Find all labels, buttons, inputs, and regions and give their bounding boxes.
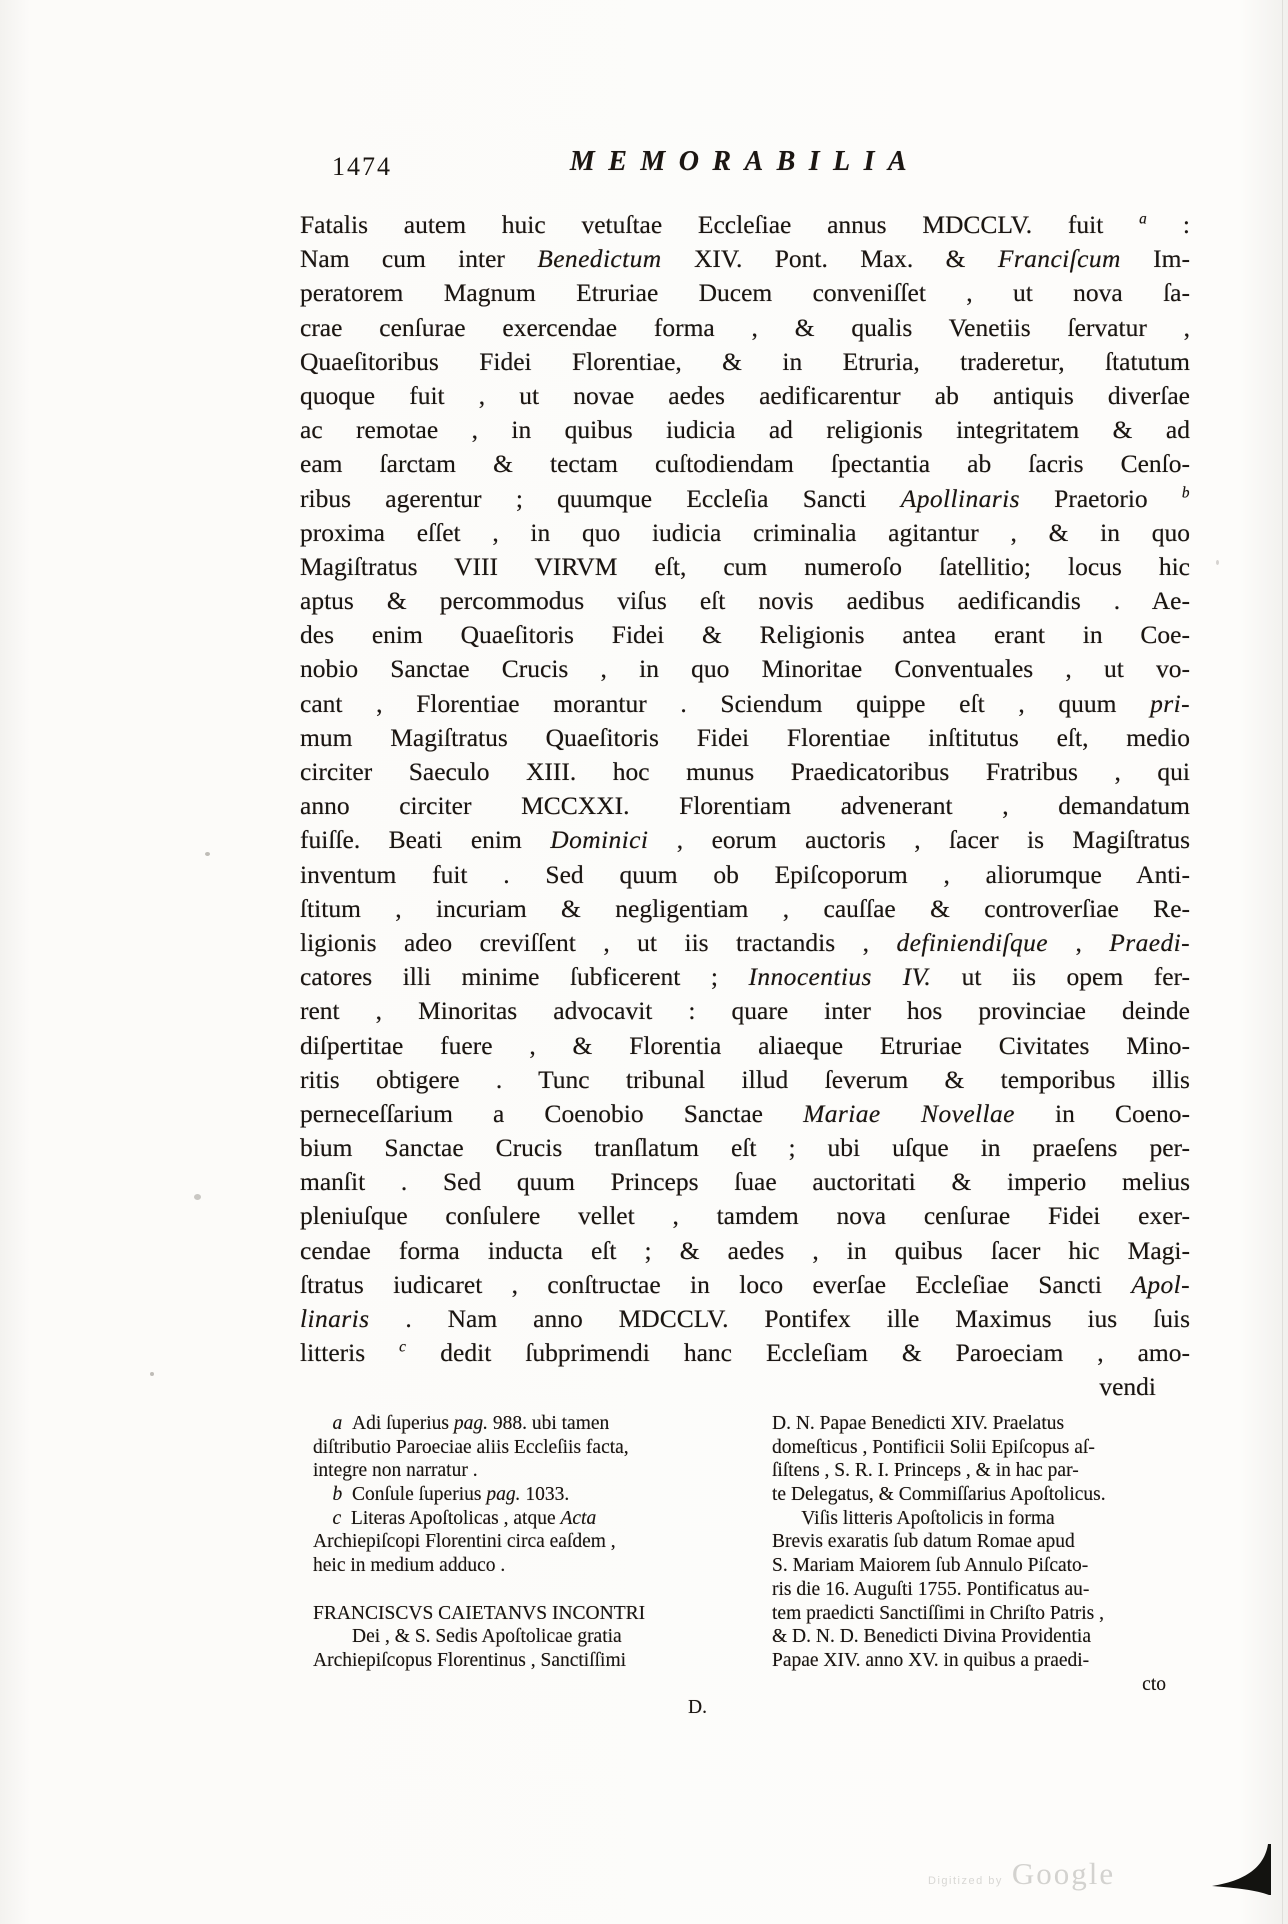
text-line: ſtitum , incuriam & negligentiam , cauſſae & controverſiae Re- (300, 893, 1190, 923)
text-line: ſtratus iudicaret , conſtructae in loco everſae Eccleſiae Sancti Apol- (300, 1269, 1190, 1299)
text-line: linaris . Nam anno MDCCLV. Pontifex ille Maximus ius ſuis (300, 1304, 1190, 1333)
footnote-line: te Delegatus, & Commiſſarius Apoſtolicus. (772, 1484, 1106, 1506)
footnote-line: tem praedicti Sanctiſſimi in Chriſto Patris , (772, 1602, 1104, 1624)
text-line: Magiſtratus VIII VIRVM eſt, cum numeroſo ſatellitio; locus hic (300, 551, 1190, 581)
footnote-line (313, 1578, 739, 1602)
footnote-line: b Conſule ſuperius pag. 1033. (332, 1484, 570, 1506)
text-line: bium Sanctae Crucis tranſlatum eſt ; ubi uſque in praeſens per- (300, 1133, 1190, 1163)
scan-speck (205, 852, 210, 856)
footnote-line: D. N. Papae Benedicti XIV. Praelatus (772, 1413, 1065, 1434)
footnote-line: Viſis litteris Apoſtolicis in forma (772, 1507, 1055, 1529)
page-number: 1474 (332, 152, 392, 181)
text-line: ligionis adeo creviſſent , ut iis tractandis , definiendiſque , Praedi- (300, 927, 1190, 957)
text-line: diſpertitae fuere , & Florentia aliaeque Etruriae Civitates Mino- (300, 1030, 1190, 1060)
main-text-block (300, 208, 1190, 1405)
footnote-left-column (313, 1412, 739, 1720)
scan-speck (1216, 560, 1219, 565)
text-line: ac remotae , in quibus iudicia ad religionis integritatem & ad (300, 415, 1190, 445)
footnote-line: heic in medium adduco . (313, 1555, 506, 1577)
text-line: Fatalis autem huic vetuſtae Eccleſiae annus MDCCLV. fuit $^a$ : (300, 210, 1190, 239)
text-line: quoque fuit , ut novae aedes aedificarentur ab antiquis diverſae (300, 380, 1190, 410)
text-line: mum Magiſtratus Quaeſitoris Fidei Florentiae inſtitutus eſt, medio (300, 722, 1190, 752)
footnote-line: a Adi ſuperius pag. 988. ubi tamen (332, 1413, 610, 1434)
text-line: circiter Saeculo XIII. hoc munus Praedicatoribus Fratribus , qui (300, 757, 1190, 786)
right-column-catchword: cto (1142, 1673, 1166, 1695)
main-text-lines (300, 208, 1190, 1370)
footnote-line: Dei , & S. Sedis Apoſtolicae gratia (313, 1626, 622, 1648)
text-line: crae cenſurae exercendae forma , & qualis Venetiis ſervatur , (300, 312, 1190, 342)
left-column-catchword: D. (688, 1697, 707, 1719)
text-line: rent , Minoritas advocavit : quare inter hos provinciae deinde (300, 996, 1190, 1026)
text-line: pleniuſque conſulere vellet , tamdem nova cenſurae Fidei exer- (300, 1201, 1190, 1231)
footnote-line: Archiepiſcopi Florentini circa eaſdem , (313, 1531, 616, 1553)
text-line: des enim Quaeſitoris Fidei & Religionis antea erant in Coe- (300, 620, 1190, 650)
footnote-line: Brevis exaratis ſub datum Romae apud (772, 1531, 1075, 1553)
text-line: proxima eſſet , in quo iudicia criminalia agitantur , & in quo (300, 517, 1190, 547)
text-line: inventum fuit . Sed quum ob Epiſcoporum , aliorumque Anti- (300, 859, 1190, 889)
hanging-catchword: vendi (1099, 1372, 1156, 1402)
text-line: ritis obtigere . Tunc tribunal illud ſeverum & temporibus illis (300, 1064, 1190, 1094)
scan-edge-line (1282, 0, 1283, 1924)
footnote-line: Papae XIV. anno XV. in quibus a praedi- (772, 1649, 1090, 1671)
scan-speck (194, 1194, 201, 1200)
footnote-line: diſtributio Paroeciae aliis Eccleſiis facta, (313, 1436, 629, 1458)
text-line: anno circiter MCCXXI. Florentiam advenerant , demandatum (300, 791, 1190, 821)
text-line: catores illi minime ſubficerent ; Innocentius IV. ut iis opem fer- (300, 962, 1190, 992)
text-line: cendae forma inducta eſt ; & aedes , in quibus ſacer hic Magi- (300, 1235, 1190, 1265)
text-line: peratorem Magnum Etruriae Ducem conveniſſet , ut nova ſa- (300, 278, 1190, 308)
page-title: MEMORABILIA (569, 146, 921, 177)
footnote-left-lines (313, 1412, 739, 1696)
footnote-line: & D. N. D. Benedicti Divina Providentia (772, 1626, 1091, 1648)
footnote-line (313, 1673, 739, 1697)
footnote-line: FRANCISCVS CAIETANVS INCONTRI (313, 1602, 646, 1624)
footnote-line: S. Mariam Maiorem ſub Annulo Piſcato- (772, 1555, 1089, 1577)
text-line: fuiſſe. Beati enim Dominici , eorum auctoris , ſacer is Magiſtratus (300, 825, 1190, 855)
text-line: aptus & percommodus viſus eſt novis aedibus aedificandis . Ae- (300, 586, 1190, 616)
google-logo: Google (1011, 1856, 1116, 1891)
watermark-prefix: Digitized by (928, 1875, 1003, 1887)
page-curl-artifact (1210, 1844, 1272, 1896)
text-line: nobio Sanctae Crucis , in quo Minoritae Conventuales , ut vo- (300, 654, 1190, 684)
text-line: Quaeſitoribus Fidei Florentiae, & in Etruria, traderetur, ſtatutum (300, 346, 1190, 376)
footnote-right-column (772, 1412, 1170, 1696)
text-line: ribus agerentur ; quumque Eccleſia Sancti Apollinaris Praetorio $^b$ (300, 483, 1190, 513)
text-line: litteris $^c$ dedit ſubprimendi hanc Eccleſiam & Paroeciam , amo- (300, 1338, 1190, 1368)
footnote-line: integre non narratur . (313, 1460, 478, 1482)
text-line: perneceſſarium a Coenobio Sanctae Mariae Novellae in Coeno- (300, 1098, 1191, 1128)
text-line: manſit . Sed quum Princeps ſuae auctoritati & imperio melius (300, 1167, 1190, 1197)
text-line: eam ſarctam & tectam cuſtodiendam ſpectantia ab ſacris Cenſo- (300, 449, 1190, 479)
footnote-line: ſiſtens , S. R. I. Princeps , & in hac par- (772, 1460, 1079, 1482)
text-line: Nam cum inter Benedictum XIV. Pont. Max. & Franciſcum Im- (300, 244, 1190, 274)
digitized-watermark (928, 1856, 1115, 1892)
text-line: cant , Florentiae morantur . Sciendum quippe eſt , quum pri- (300, 688, 1190, 718)
scan-speck (150, 1372, 154, 1376)
footnote-line: Archiepiſcopus Florentinus , Sanctiſſimi (313, 1649, 627, 1671)
footnote-right-lines (772, 1412, 1170, 1673)
footnote-line: ris die 16. Auguſti 1755. Pontificatus au- (772, 1578, 1090, 1600)
footnote-line: c Literas Apoſtolicas , atque Acta (332, 1507, 597, 1529)
footnote-line: domeſticus , Pontificii Solii Epiſcopus aſ- (772, 1436, 1095, 1458)
